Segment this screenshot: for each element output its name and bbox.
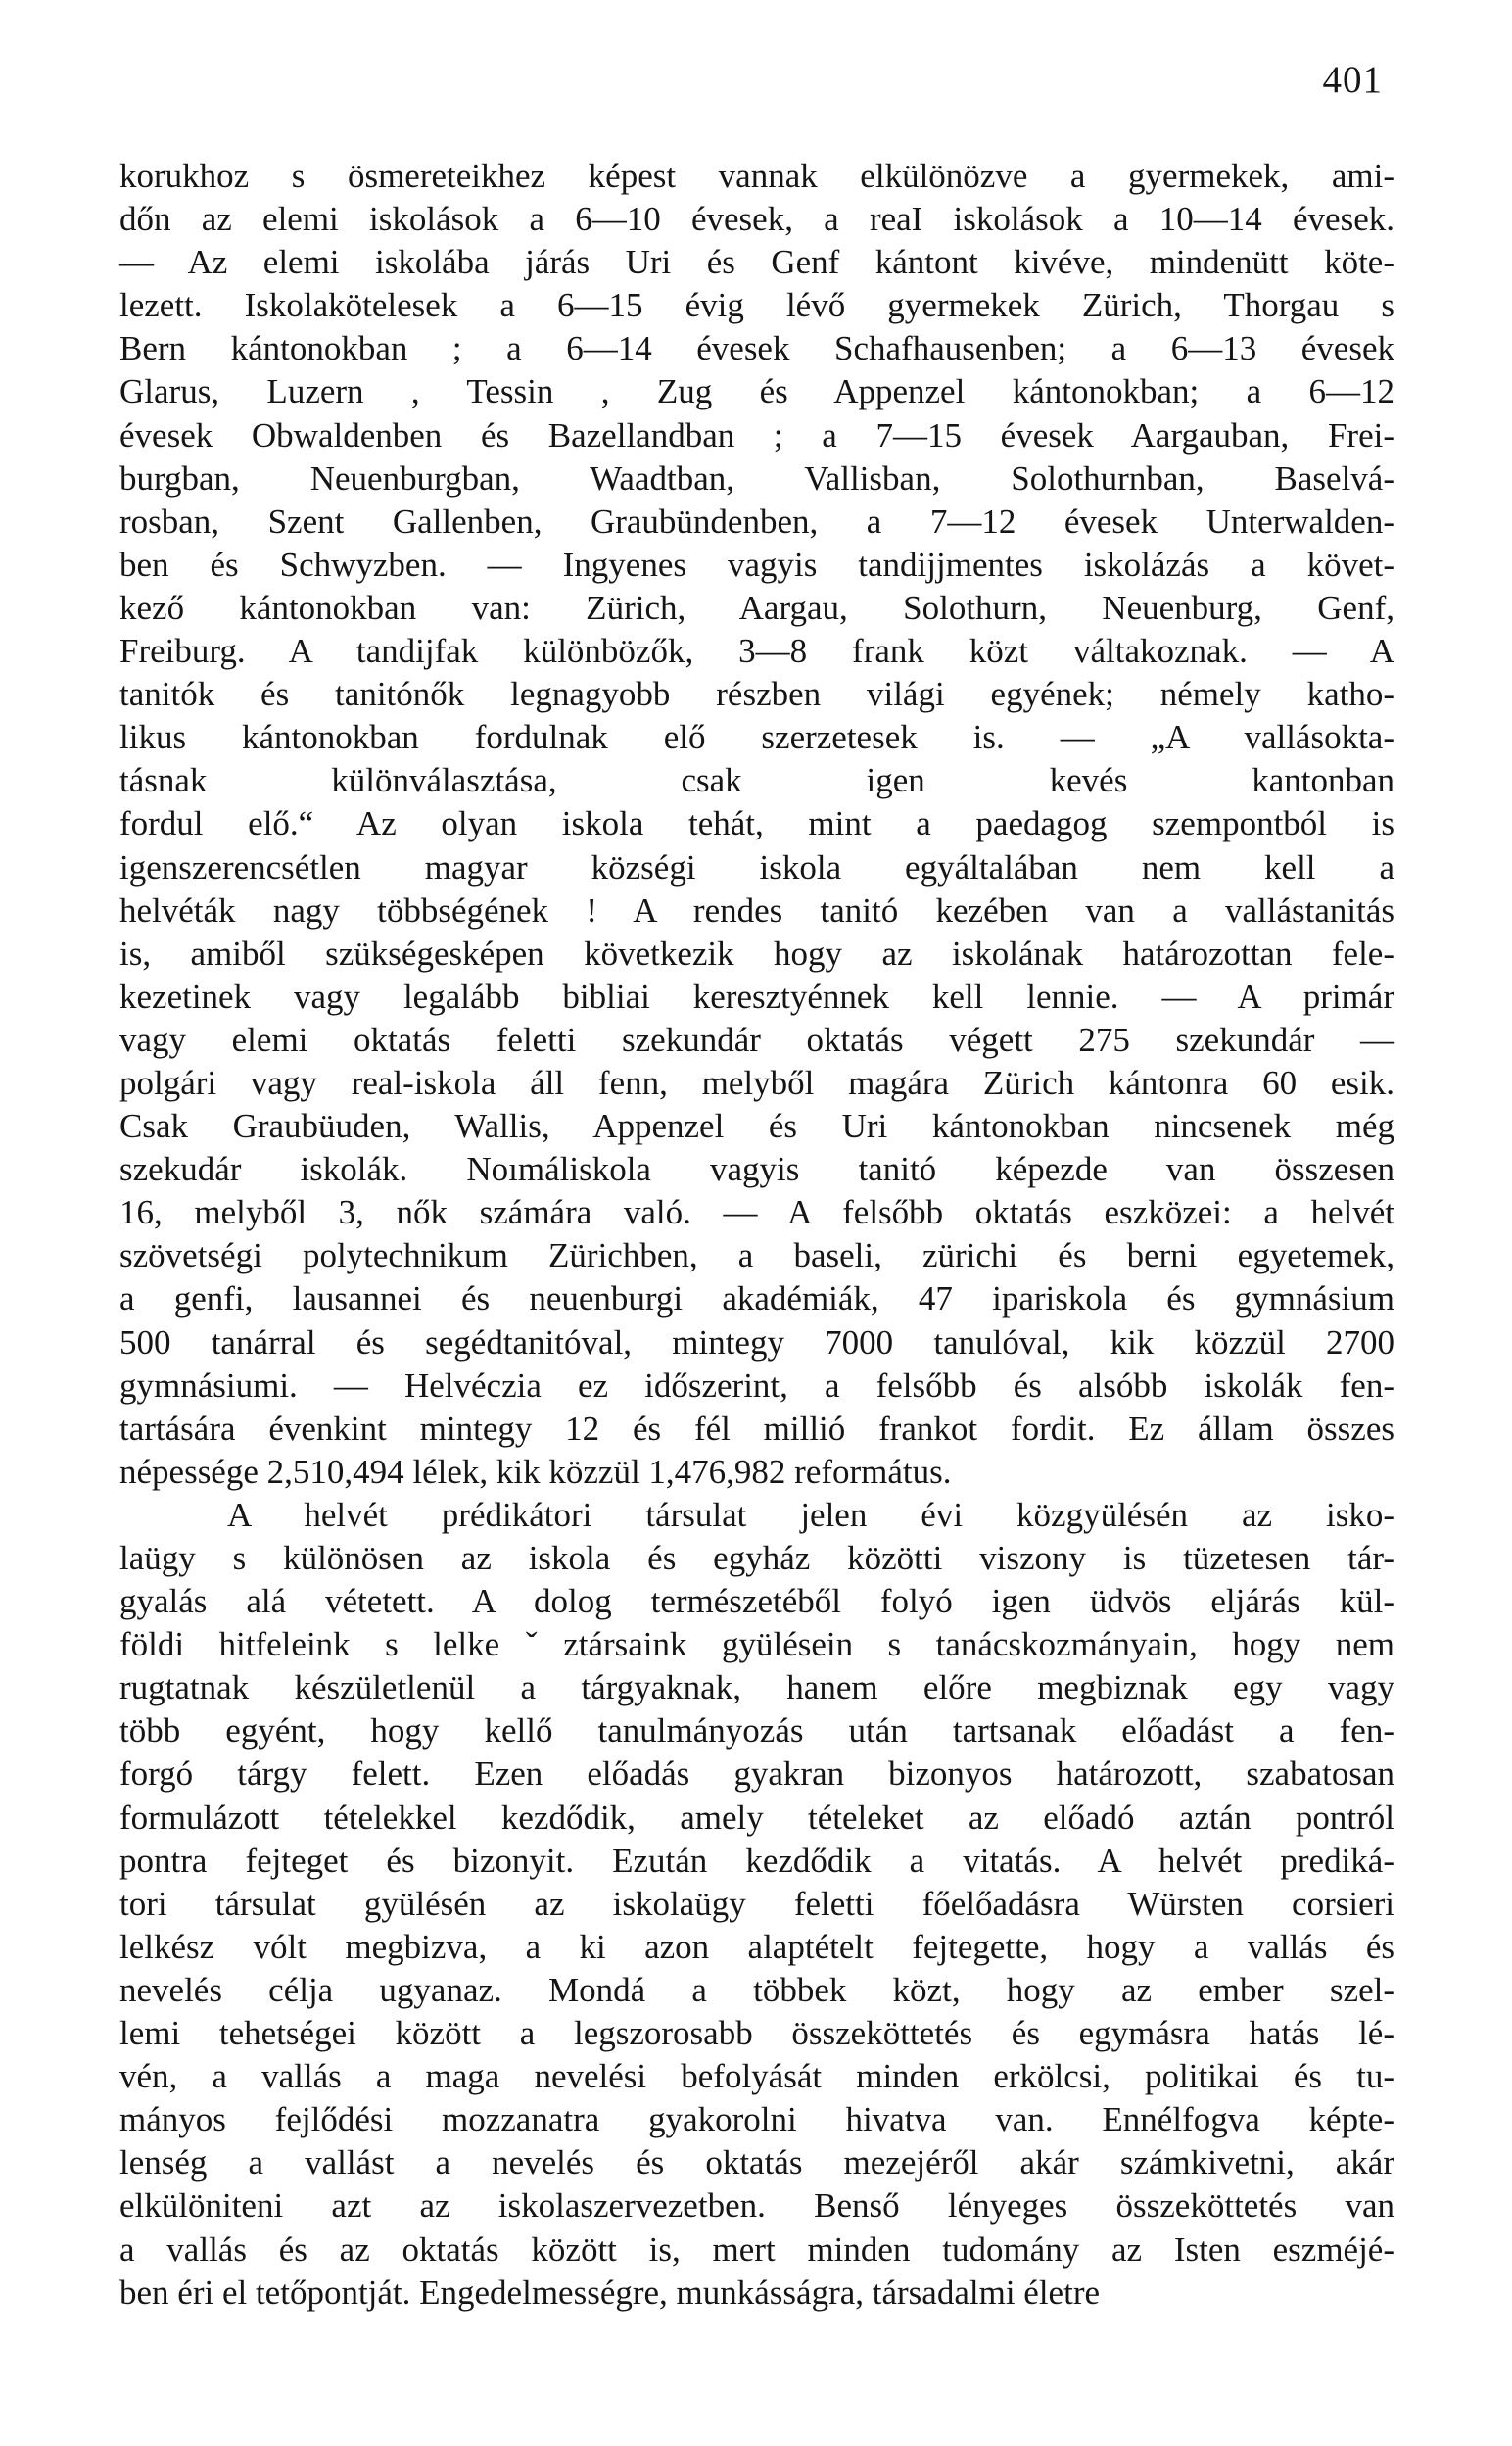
text-line: igenszerencsétlen magyar községi iskola egyáltalában nem kell a — [119, 847, 1394, 887]
text-line: évesek Obwaldenben és Bazellandban ; a 7—15 évesek Aargauban, Frei- — [119, 415, 1394, 455]
text-line: tori társulat gyülésén az iskolaügy feletti főelőadásra Würsten corsieri — [119, 1884, 1394, 1923]
text-line: Freiburg. A tandijfak különbözők, 3—8 frank közt váltakoznak. — A — [119, 632, 1394, 671]
text-line: vagy elemi oktatás feletti szekundár oktatás végett 275 szekundár — — [119, 1020, 1394, 1059]
text-line: polgári vagy real-iskola áll fenn, melyből magára Zürich kántonra 60 esik. — [119, 1063, 1394, 1102]
text-line: is, amiből szükségesképen következik hogy az iskolának határozottan fele- — [119, 934, 1394, 973]
text-line: gymnásiumi. — Helvéczia ez időszerint, a felsőbb és alsóbb iskolák fen- — [119, 1366, 1394, 1405]
text-line: több egyént, hogy kellő tanulmányozás után tartsanak előadást a fen- — [119, 1711, 1394, 1751]
text-line: szövetségi polytechnikum Zürichben, a baseli, zürichi és berni egyetemek, — [119, 1236, 1394, 1275]
text-line: lezett. Iskolakötelesek a 6—15 évig lévő gyermekek Zürich, Thorgau s — [119, 286, 1394, 325]
body-text — [119, 155, 1394, 2315]
text-line: a genfi, lausannei és neuenburgi akadémiák, 47 ipariskola és gymnásium — [119, 1279, 1394, 1319]
text-line: a vallás és az oktatás között is, mert minden tudomány az Isten eszméjé- — [119, 2230, 1394, 2269]
text-line: lenség a vallást a nevelés és oktatás mezejéről akár számkivetni, akár — [119, 2143, 1394, 2182]
text-line: fordul elő.“ Az olyan iskola tehát, mint a paedagog szempontból is — [119, 804, 1394, 843]
text-line: dőn az elemi iskolások a 6—10 évesek, a reaI iskolások a 10—14 évesek. — [119, 200, 1394, 239]
text-line: földi hitfeleink s lelkeˇztársaink gyülésein s tanácskozmányain, hogy nem — [119, 1625, 1394, 1664]
page-number: 401 — [1322, 59, 1383, 101]
paragraph — [119, 1494, 1394, 2315]
text-line: szekudár iskolák. Noımáliskola vagyis tanitó képezde van összesen — [119, 1150, 1394, 1189]
text-line: lemi tehetségei között a legszorosabb összeköttetés és egymásra hatás lé- — [119, 2014, 1394, 2053]
text-line: forgó tárgy felett. Ezen előadás gyakran bizonyos határozott, szabatosan — [119, 1754, 1394, 1794]
text-line: ben és Schwyzben. — Ingyenes vagyis tandijjmentes iskolázás a követ- — [119, 545, 1394, 584]
text-line: 500 tanárral és segédtanitóval, mintegy 7000 tanulóval, kik közzül 2700 — [119, 1322, 1394, 1362]
text-line: népessége 2,510,494 lélek, kik közzül 1,476,982 református. — [119, 1452, 952, 1491]
text-line: tartására évenkint mintegy 12 és fél millió frankot fordit. Ez állam összes — [119, 1409, 1394, 1448]
text-line: vén, a vallás a maga nevelési befolyását minden erkölcsi, politikai és tu- — [119, 2057, 1394, 2096]
text-line: 16, melyből 3, nők számára való. — A felsőbb oktatás eszközei: a helvét — [119, 1193, 1394, 1232]
text-line: gyalás alá vétetett. A dolog természetéből folyó igen üdvös eljárás kül- — [119, 1582, 1394, 1621]
text-line: A helvét prédikátori társulat jelen évi közgyülésén az isko- — [227, 1495, 1394, 1534]
text-line: Glarus, Luzern , Tessin , Zug és Appenzel kántonokban; a 6—12 — [119, 372, 1394, 411]
text-line: formulázott tételekkel kezdődik, amely tételeket az előadó aztán pontról — [119, 1798, 1394, 1837]
text-line: kező kántonokban van: Zürich, Aargau, Solothurn, Neuenburg, Genf, — [119, 588, 1394, 627]
text-line: burgban, Neuenburgban, Waadtban, Vallisban, Solothurnban, Baselvá- — [119, 458, 1394, 498]
text-line: likus kántonokban fordulnak elő szerzetesek is. — „A vallásokta- — [119, 718, 1394, 757]
text-line: laügy s különösen az iskola és egyház közötti viszony is tüzetesen tár- — [119, 1539, 1394, 1577]
text-line: korukhoz s ösmereteikhez képest vannak elkülönözve a gyermekek, ami- — [119, 157, 1394, 195]
text-line: rosban, Szent Gallenben, Graubündenben, a 7—12 évesek Unterwalden- — [119, 502, 1394, 541]
text-line: Csak Graubüuden, Wallis, Appenzel és Uri kántonokban nincsenek még — [119, 1107, 1394, 1146]
text-line: mányos fejlődési mozzanatra gyakorolni hivatva van. Ennélfogva képte- — [119, 2100, 1394, 2139]
text-line: tanitók és tanitónők legnagyobb részben világi egyének; némely katho- — [119, 675, 1394, 714]
text-line: ben éri el tetőpontját. Engedelmességre, munkásságra, társadalmi életre — [119, 2273, 1101, 2312]
text-line: lelkész vólt megbizva, a ki azon alaptételt fejtegette, hogy a vallás és — [119, 1927, 1394, 1966]
text-line: elkülöniteni azt az iskolaszervezetben. Benső lényeges összeköttetés van — [119, 2186, 1394, 2226]
text-line: tásnak különválasztása, csak igen kevés kantonban — [119, 761, 1394, 800]
text-line: kezetinek vagy legalább bibliai keresztyénnek kell lennie. — A primár — [119, 977, 1394, 1016]
text-line: helvéták nagy többségének ! A rendes tanitó kezében van a vallástanitás — [119, 890, 1394, 930]
text-line: nevelés célja ugyanaz. Mondá a többek közt, hogy az ember szel- — [119, 1970, 1394, 2009]
text-line: rugtatnak készületlenül a tárgyaknak, hanem előre megbiznak egy vagy — [119, 1668, 1394, 1707]
text-line: pontra fejteget és bizonyit. Ezután kezdődik a vitatás. A helvét prediká- — [119, 1841, 1394, 1880]
paragraph — [119, 155, 1394, 1494]
text-line: Bern kántonokban ; a 6—14 évesek Schafhausenben; a 6—13 évesek — [119, 329, 1394, 368]
text-line: — Az elemi iskolába járás Uri és Genf kántont kivéve, mindenütt köte- — [119, 243, 1394, 282]
